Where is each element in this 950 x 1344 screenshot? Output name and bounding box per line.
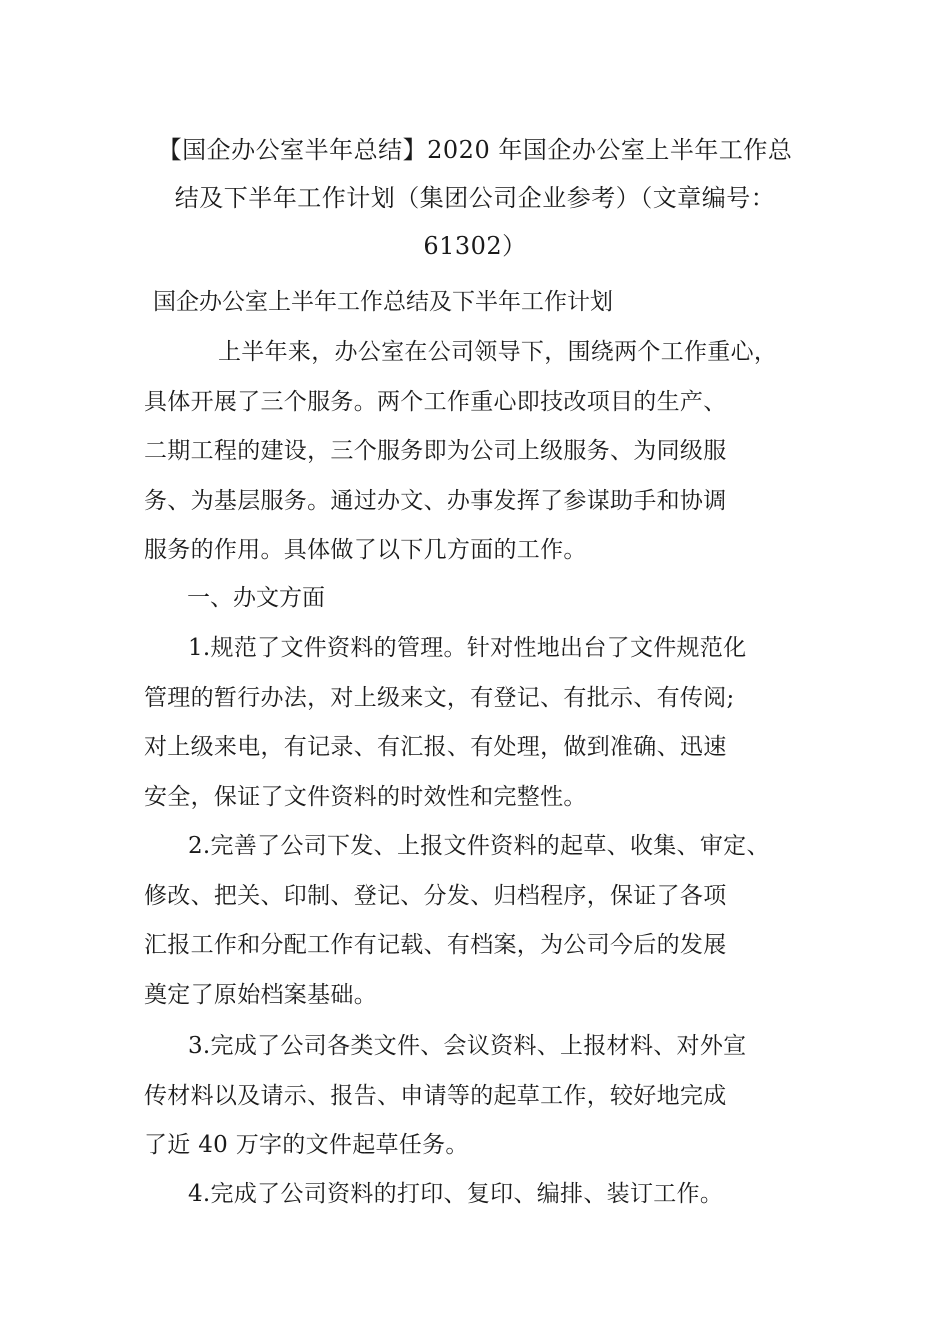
paragraph-line: 传材料以及请示、报告、申请等的起草工作，较好地完成 bbox=[144, 1082, 727, 1109]
paragraph-line: 奠定了原始档案基础。 bbox=[144, 981, 377, 1008]
paragraph-line: 上半年来，办公室在公司领导下，围绕两个工作重心， bbox=[218, 339, 778, 365]
section-heading-1: 一、办文方面 bbox=[187, 585, 325, 611]
paragraph-line: 修改、把关、印制、登记、分发、归档程序，保证了各项 bbox=[144, 882, 727, 909]
paragraph-line: 二期工程的建设，三个服务即为公司上级服务、为同级服 bbox=[144, 438, 727, 464]
paragraph-line: 汇报工作和分配工作有记载、有档案，为公司今后的发展 bbox=[144, 932, 727, 958]
paragraph-line: 4.完成了公司资料的打印、复印、编排、装订工作。 bbox=[188, 1181, 724, 1207]
item-paragraph-1 bbox=[144, 624, 834, 822]
document-subtitle: 国企办公室上半年工作总结及下半年工作计划 bbox=[153, 289, 613, 315]
paragraph-line: 管理的暂行办法，对上级来文，有登记、有批示、有传阅; bbox=[144, 684, 735, 711]
paragraph-line: 务、为基层服务。通过办文、办事发挥了参谋助手和协调 bbox=[144, 487, 727, 514]
item-paragraph-3 bbox=[144, 1022, 834, 1171]
paragraph-line: 服务的作用。具体做了以下几方面的工作。 bbox=[144, 537, 587, 563]
paragraph-line: 具体开展了三个服务。两个工作重心即技改项目的生产、 bbox=[144, 388, 727, 415]
paragraph-line: 了近 40 万字的文件起草任务。 bbox=[144, 1132, 469, 1158]
item-paragraph-4 bbox=[144, 1170, 834, 1220]
document-title bbox=[128, 126, 822, 270]
paragraph-line: 1.规范了文件资料的管理。针对性地出台了文件规范化 bbox=[188, 635, 747, 661]
intro-paragraph bbox=[144, 328, 834, 576]
title-line: 61302） bbox=[423, 232, 527, 260]
title-line: 【国企办公室半年总结】2020 年国企办公室上半年工作总 bbox=[157, 136, 793, 164]
paragraph-line: 安全，保证了文件资料的时效性和完整性。 bbox=[144, 783, 587, 810]
item-paragraph-2 bbox=[144, 822, 834, 1020]
paragraph-line: 对上级来电，有记录、有汇报、有处理，做到准确、迅速 bbox=[144, 734, 727, 760]
paragraph-line: 2.完善了公司下发、上报文件资料的起草、收集、审定、 bbox=[188, 833, 770, 859]
title-line: 结及下半年工作计划（集团公司企业参考）（文章编号： bbox=[174, 184, 776, 212]
paragraph-line: 3.完成了公司各类文件、会议资料、上报材料、对外宣 bbox=[188, 1033, 747, 1059]
